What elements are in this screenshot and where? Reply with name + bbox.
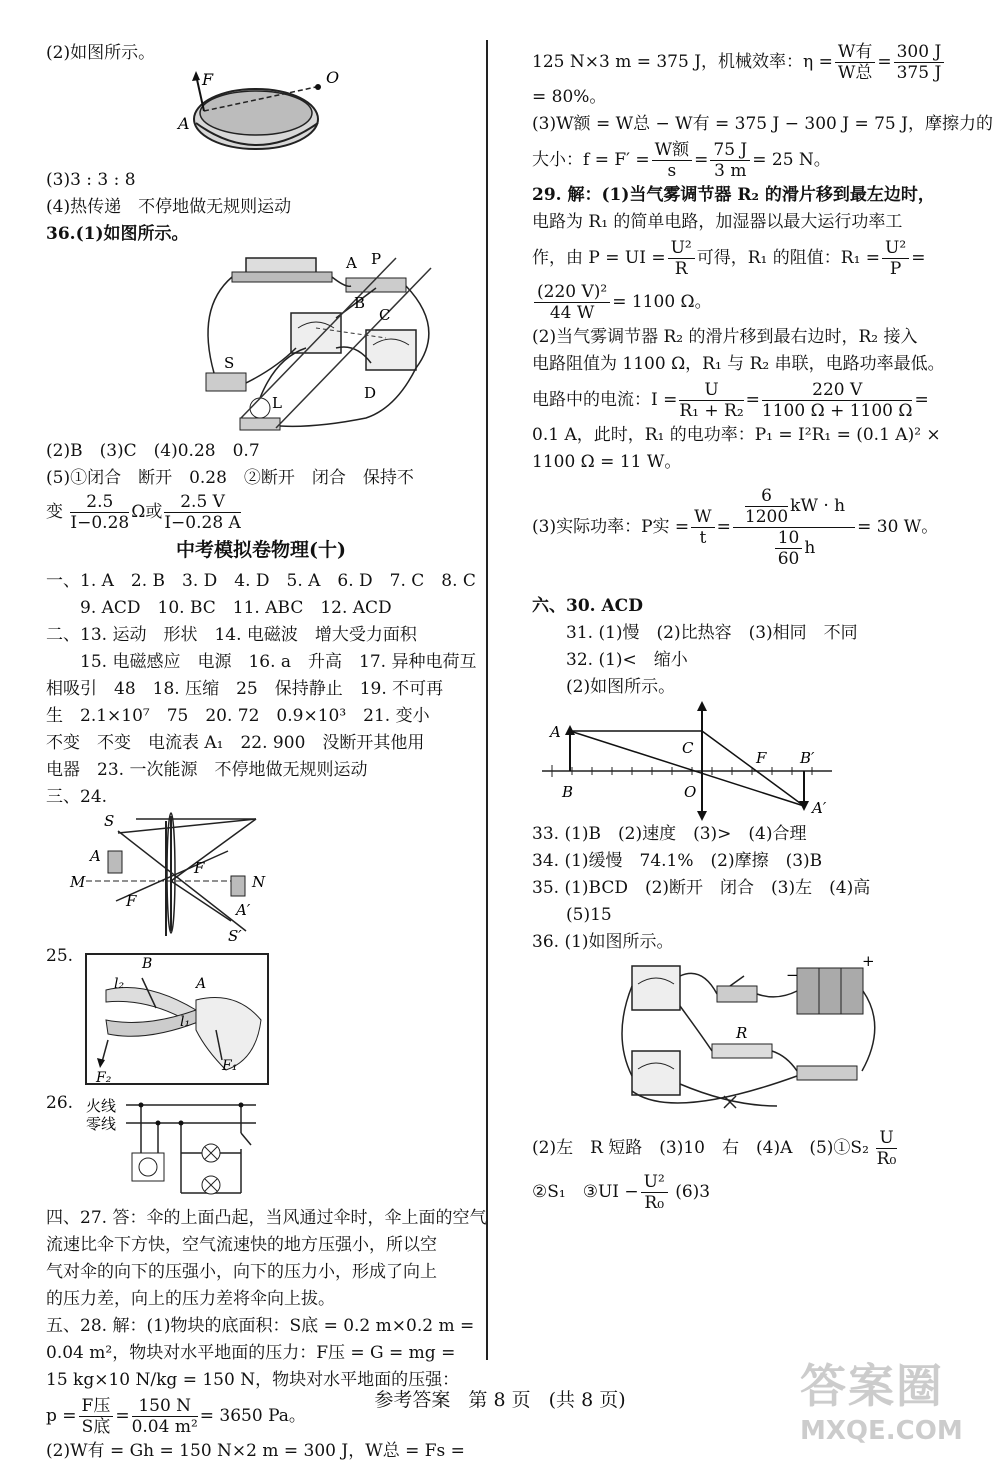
r7-eq: =	[911, 248, 926, 268]
r11-frac-1: $\frac{U}{\text{R₁ + R₂}}$	[679, 380, 744, 421]
r-line18: (2)如图所示。	[566, 677, 676, 697]
r-line15: 六、30. ACD	[532, 596, 643, 616]
r-line13: 1100 Ω = 11 W。	[532, 452, 682, 472]
r25-post: (6)3	[675, 1182, 711, 1202]
fig6-label-O: O	[684, 783, 697, 801]
q28-line2: 0.04 m²，物块对水平地面的压力：F压 = G = mg =	[46, 1343, 456, 1363]
fig7-label-minus: −	[786, 966, 799, 984]
q27-line4: 的压力差，向上的压力差将伞向上拔。	[46, 1289, 335, 1309]
r-line25	[532, 1170, 962, 1214]
q36-5-text: (5)①闭合 断开 0.28 ②断开 闭合 保持不	[46, 468, 414, 488]
q35-3-text: (3)3 : 3 : 8	[46, 170, 136, 190]
r25-frac: $\frac{\text{U²}}{\text{R₀}}$	[641, 1172, 668, 1213]
fig2-label-D: D	[364, 384, 377, 402]
fig6-label-A2: A′	[812, 799, 827, 817]
r-line19: 33. (1)B (2)速度 (3)> (4)合理	[532, 824, 807, 844]
r7-frac-2: $\frac{\text{U²}}{P}$	[882, 238, 909, 279]
r-line7	[532, 236, 962, 280]
r-line20: 34. (1)缓慢 74.1% (2)摩擦 (3)B	[532, 851, 823, 871]
q28-line1: 五、28. 解：(1)物块的底面积：S底 = 0.2 m×0.2 m =	[46, 1316, 475, 1336]
r4-frac-1: $\frac{\text{W额}}{s}$	[652, 140, 692, 181]
r-line21: 35. (1)BCD (2)断开 闭合 (3)左 (4)高	[532, 878, 871, 898]
r-line6: 电路为 R₁ 的简单电路，加湿器以最大运行功率工	[532, 212, 903, 232]
r8-frac: $\frac{\text{(220 V)²}}{44 W}$	[534, 282, 610, 323]
r-line3: (3)W额 = W总 − W有 = 375 J − 300 J = 75 J，摩擦力的	[532, 114, 993, 134]
r-line22: (5)15	[566, 905, 612, 925]
fig2-label-L: L	[272, 394, 282, 412]
r-line16: 31. (1)慢 (2)比热容 (3)相同 不同	[566, 623, 858, 643]
fig2-label-S: S	[224, 354, 235, 372]
q27-line2: 流速比伞下方快，空气流速快的地方压强小，所以空	[46, 1235, 437, 1255]
sec2-line3: 相吸引 48 18. 压缩 25 保持静止 19. 不可再	[46, 679, 444, 699]
fig6-label-B: B	[562, 783, 574, 801]
r14-frac-top: $\frac{6}{1200}$	[744, 486, 789, 527]
r-line1	[532, 40, 962, 84]
q28-eq: =	[115, 1406, 130, 1426]
r-line14	[532, 486, 962, 569]
fig7-label-plus: +	[862, 956, 875, 970]
r14-text: (3)实际功率：P实 =	[532, 517, 690, 537]
fig5-label-fire: 火线	[86, 1097, 117, 1115]
q36-frac-2: $\frac{2.5 V}{I-0.28 A}$	[164, 492, 241, 533]
fig2-label-A: A	[346, 254, 357, 272]
r8-result: = 1100 Ω。	[612, 292, 712, 312]
watermark-text: 答案圈	[800, 1359, 944, 1413]
r14-eq: =	[716, 517, 731, 537]
r-line8	[532, 280, 962, 324]
r1-eq: =	[877, 52, 892, 72]
fig1-label-F: F	[202, 70, 214, 89]
q28-line5: (2)W有 = Gh = 150 N×2 m = 300 J，W总 = Fs =	[46, 1441, 465, 1461]
fig1-label-A: A	[178, 114, 190, 133]
r14-top-unit: kW · h	[790, 496, 846, 516]
fig4-label-F2: F₂	[96, 1070, 112, 1086]
watermark-url: MXQE.COM	[800, 1416, 963, 1446]
sec1-line1: 一、1. A 2. B 3. D 4. D 5. A 6. D 7. C 8. C	[46, 571, 476, 591]
fig3-label-A: A	[90, 847, 101, 865]
fig3-label-A2: A′	[236, 901, 251, 919]
sec2-line5: 不变 不变 电流表 A₁ 22. 900 没断开其他用	[46, 733, 425, 753]
q27-line3: 气对伞的向下的压强小，向下的压力小，形成了向上	[46, 1262, 437, 1282]
r11-text: 电路中的电流：I =	[532, 390, 678, 410]
sec1-line2: 9. ACD 10. BC 11. ABC 12. ACD	[80, 598, 392, 618]
r-line2: = 80%。	[532, 87, 607, 107]
r7-frac-1: $\frac{\text{U²}}{R}$	[668, 238, 695, 279]
r7-text: 作，由 P = UI =	[532, 248, 666, 268]
r1-frac-2: $\frac{300 J}{375 J}$	[894, 42, 945, 83]
fig1-label-O: O	[326, 68, 340, 87]
figure-pliers	[46, 950, 476, 1090]
fig6-label-B2: B′	[800, 749, 815, 767]
q28-line3: 15 kg×10 N/kg = 150 N，物块对水平地面的压强：	[46, 1370, 460, 1390]
r-line12: 0.1 A，此时，R₁ 的电功率：P₁ = I²R₁ = (0.1 A)² ×	[532, 425, 941, 445]
fig4-label-B: B	[142, 956, 153, 972]
sec2-line4: 生 2.1×10⁷ 75 20. 72 0.9×10³ 21. 变小	[46, 706, 430, 726]
r11-frac-2: $\frac{220 V}{1100 \Omega + 1100 \Omega}$	[761, 380, 913, 421]
section-title: 中考模拟卷物理(十)	[176, 539, 346, 561]
sec3-q24-label: 三、24.	[46, 787, 108, 807]
q26-label: 26.	[46, 1093, 74, 1113]
fig6-label-A: A	[550, 723, 561, 741]
watermark-logo	[800, 1350, 963, 1446]
fig3-label-F2: F	[126, 892, 137, 910]
fig4-label-l2: l₂	[114, 976, 125, 992]
r14-frac-1: $\frac{W}{t}$	[691, 507, 714, 548]
fig5-label-zero: 零线	[86, 1115, 117, 1133]
left-column	[46, 40, 487, 1465]
q36-1-text: 36.(1)如图所示。	[46, 224, 189, 244]
fig7-label-R: R	[736, 1024, 748, 1042]
r-line5: 29. 解：(1)当气雾调节器 R₂ 的滑片移到最左边时，	[532, 185, 935, 205]
r25-text: ②S₁ ③UI −	[532, 1182, 639, 1202]
r-line24	[532, 1126, 962, 1170]
fig3-label-S: S	[104, 812, 115, 830]
fig3-label-S2: S′	[228, 927, 242, 943]
r-line4	[532, 138, 962, 182]
r24-frac: $\frac{U}{\text{R₀}}$	[876, 1128, 897, 1169]
q35-2-text: (2)如图所示。	[46, 43, 156, 63]
fig4-label-A: A	[196, 976, 207, 992]
fig2-label-C: C	[379, 306, 391, 324]
q36-frac-1: $\frac{2.5}{I-0.28}$	[70, 492, 130, 533]
sec2-line1: 二、13. 运动 形状 14. 电磁波 增大受力面积	[46, 625, 417, 645]
fig4-label-F1: F₁	[222, 1058, 238, 1074]
sec2-line2: 15. 电磁感应 电源 16. a 升高 17. 异种电荷互	[80, 652, 477, 672]
r-line9: (2)当气雾调节器 R₂ 的滑片移到最右边时，R₂ 接入	[532, 327, 918, 347]
r11-eq: =	[745, 390, 760, 410]
fig6-label-C: C	[682, 739, 694, 757]
fig3-label-M: M	[70, 873, 86, 891]
q36-5-text-a: 变	[46, 502, 63, 522]
r-line23: 36. (1)如图所示。	[532, 932, 674, 952]
footer-label: 参考答案	[374, 1389, 451, 1411]
figure-circuit-1	[46, 248, 476, 438]
column-divider	[486, 40, 488, 1360]
fig3-label-N: N	[252, 873, 266, 891]
q25-label: 25.	[46, 946, 74, 966]
r14-frac-compound	[733, 486, 855, 569]
r-line10: 电路阻值为 1100 Ω，R₁ 与 R₂ 串联，电路功率最低。	[532, 354, 945, 374]
fig2-label-P: P	[371, 250, 382, 268]
q28-result: = 3650 Pa。	[199, 1406, 306, 1426]
right-column	[532, 40, 993, 1214]
r11-eq2: =	[914, 390, 929, 410]
q35-4-text: (4)热传递 不停地做无规则运动	[46, 197, 292, 217]
r-line17: 32. (1)< 缩小	[566, 650, 688, 670]
q36-2-text: (2)B (3)C (4)0.28 0.7	[46, 441, 260, 461]
figure-lever-compass	[46, 67, 476, 167]
sec2-line6: 电器 23. 一次能源 不停地做无规则运动	[46, 760, 368, 780]
r14-frac-bot: $\frac{10}{60}$	[775, 528, 803, 569]
r4-text: 大小：f = F′ =	[532, 150, 650, 170]
footer-page: 第 8 页	[468, 1389, 531, 1411]
fig6-label-F: F	[756, 749, 767, 767]
figure-circuit-2	[532, 956, 962, 1126]
fig2-label-B: B	[354, 294, 366, 312]
r-line11	[532, 378, 962, 422]
figure-convex-lens	[532, 701, 962, 821]
r4-eq: =	[694, 150, 709, 170]
fig3-label-F1: F	[194, 859, 205, 877]
figure-household-circuit	[46, 1093, 476, 1205]
q36-5-cont	[46, 492, 476, 533]
r7-mid: 可得，R₁ 的阻值：R₁ =	[696, 248, 881, 268]
q28-frac-2: $\frac{150 N}{\text{0.04 m²}}$	[131, 1396, 198, 1437]
r14-bot-unit: h	[804, 538, 816, 558]
q28-frac-1: $\frac{\text{F压}}{\text{S底}}$	[79, 1396, 114, 1437]
fig4-label-l1: l₁	[180, 1014, 191, 1030]
r1-text: 125 N×3 m = 375 J，机械效率：η =	[532, 52, 833, 72]
r14-result: = 30 W。	[857, 517, 939, 537]
r4-frac-2: $\frac{75 J}{3 m}$	[710, 140, 750, 181]
footer-total: (共 8 页)	[548, 1389, 626, 1411]
figure-lens-mirror	[46, 811, 476, 943]
r1-frac-1: $\frac{\text{W有}}{\text{W总}}$	[835, 42, 875, 83]
r24-text: (2)左 R 短路 (3)10 右 (4)A (5)①S₂	[532, 1138, 869, 1158]
r4-result: = 25 N。	[752, 150, 831, 170]
q27-line1: 四、27. 答：伞的上面凸起，当风通过伞时，伞上面的空气	[46, 1208, 487, 1228]
q28-p-eq: p =	[46, 1406, 77, 1426]
q36-5-text-b: Ω或	[131, 502, 163, 522]
